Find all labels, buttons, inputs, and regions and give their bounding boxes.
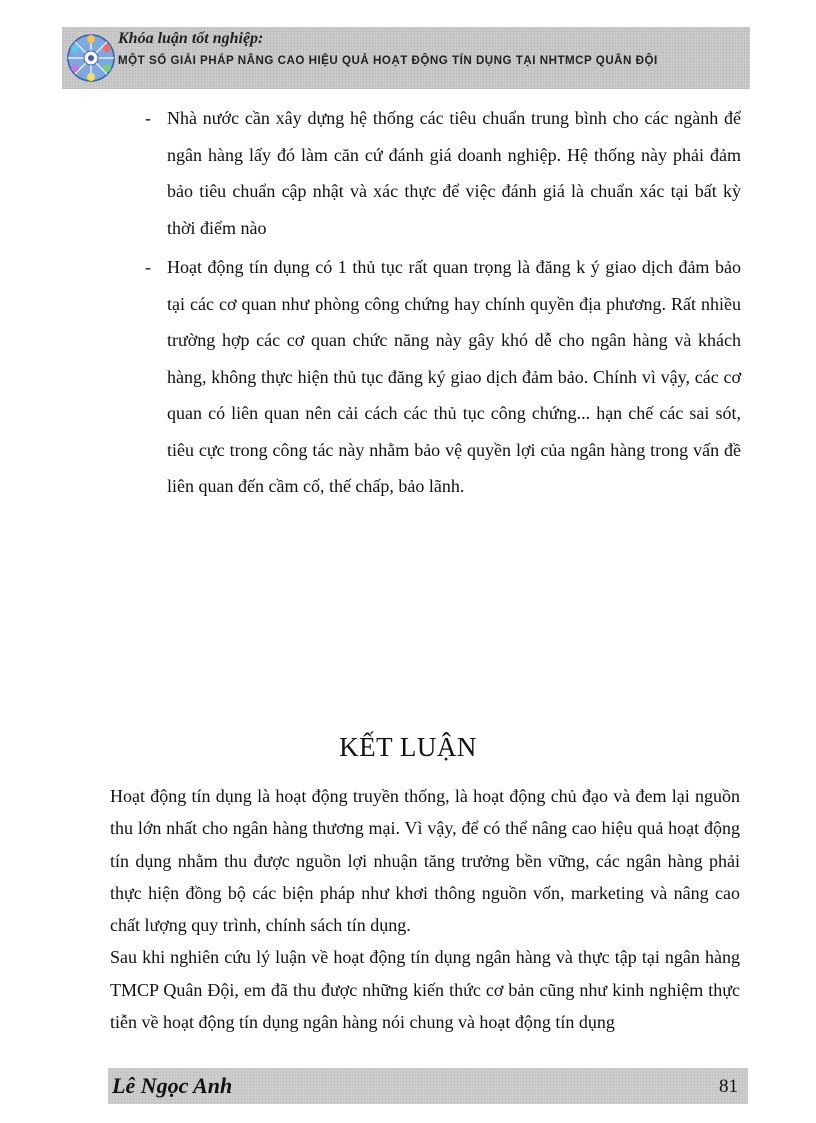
header-title: MỘT SỐ GIẢI PHÁP NÂNG CAO HIỆU QUẢ HOẠT ĐỘNG TÍN DỤNG TẠI NHTMCP QUÂN ĐỘI — [118, 54, 658, 67]
bullet-marker: - — [145, 257, 151, 277]
header-subtitle: Khóa luận tốt nghiệp: — [118, 30, 264, 47]
list-item — [145, 100, 741, 246]
footer-author: Lê Ngọc Anh — [112, 1073, 233, 1098]
bullet-text: Nhà nước cần xây dựng hệ thống các tiêu chuẩn trung bình cho các ngành để ngân hàng lấy đó làm căn cứ đánh giá doanh nghiệp. Hệ thống này phải đảm bảo tiêu chuẩn cập nhật và xác thực để việc đánh giá là chuẩn xác tại bất kỳ thời điểm nào — [167, 108, 741, 238]
conclusion-heading: KẾT LUẬN — [339, 732, 477, 762]
list-item — [145, 249, 741, 505]
paragraph: Hoạt động tín dụng là hoạt động truyền thống, là hoạt động chủ đạo và đem lại nguồn thu lớn nhất cho ngân hàng thương mại. Vì vậy, để có thể nâng cao hiệu quả hoạt động tín dụng nhằm thu được nguồn lợi nhuận tăng trưởng bền vững, các ngân hàng phải thực hiện đồng bộ các biện pháp như khơi thông nguồn vốn, marketing và nâng cao chất lượng quy trình, chính sách tín dụng. — [110, 786, 740, 936]
bullet-text: Hoạt động tín dụng có 1 thủ tục rất quan trọng là đăng k ý giao dịch đảm bảo tại các cơ quan như phòng công chứng hay chính quyền địa phương. Rất nhiều trường hợp các cơ quan chức năng này gây khó dễ cho ngân hàng và khách hàng, không thực hiện thủ tục đăng ký giao dịch đảm bảo. Chính vì vậy, các cơ quan có liên quan nên cải cách các thủ tục công chứng... hạn chế các sai sót, tiêu cực trong công tác này nhằm bảo vệ quyền lợi của ngân hàng trong vấn đề liên quan đến cầm cố, thế chấp, bảo lãnh. — [167, 257, 741, 496]
paragraph: Sau khi nghiên cứu lý luận về hoạt động tín dụng ngân hàng và thực tập tại ngân hàng TMCP Quân Đội, em đã thu được những kiến thức cơ bản cũng như kinh nghiệm thực tiễn về hoạt động tín dụng ngân hàng nói chung và hoạt động tín dụng — [110, 947, 740, 1033]
circular-emblem-icon — [66, 30, 116, 86]
bullet-list — [145, 100, 741, 508]
conclusion-body — [110, 780, 740, 1038]
bullet-marker: - — [145, 108, 151, 128]
page-number: 81 — [719, 1076, 738, 1097]
